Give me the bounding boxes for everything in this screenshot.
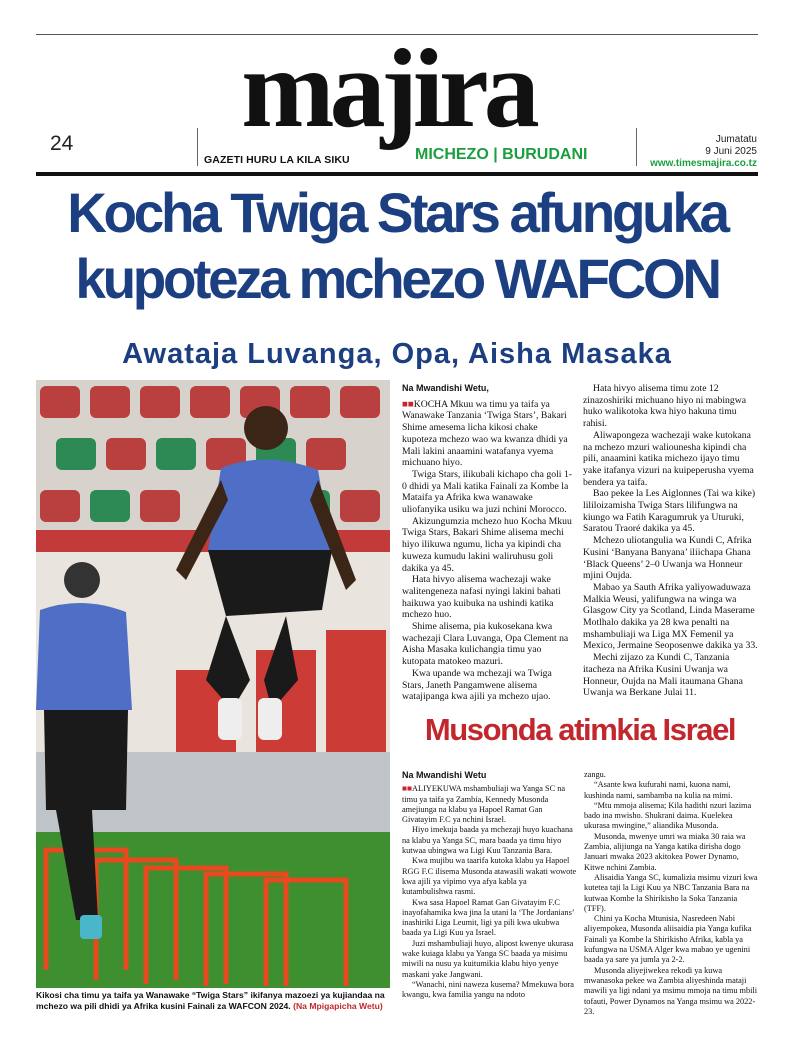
date: 9 Juni 2025 [705, 146, 757, 157]
caption-text: Kikosi cha timu ya taifa ya Wanawake “Twiga Stars” ikifanya mazoezi ya kujiandaa na mchezo wa pili dhidi ya Afrika kusini Fainali za WAFCON 2024. [36, 990, 385, 1011]
story1-byline: Na Mwandishi Wetu, [402, 383, 489, 393]
story2-paragraph: “Asante kwa kufurahi nami, kuona nami, kushinda nami, sambamba na kulia na mimi. [584, 780, 733, 800]
story2-paragraph: Kwa mujibu wa taarifa kutoka klabu ya Hapoel RGG F.C ilisema Musonda atawasili wakati wowote kwa ajili ya vipimo vya afya kabla ya kutambulishwa rasmi. [402, 856, 577, 897]
masthead-logo [228, 38, 548, 156]
page-number: 24 [50, 132, 74, 155]
main-headline [43, 180, 751, 312]
dateline [705, 134, 757, 158]
team-training-photo [36, 380, 390, 988]
story2-paragraph: Hiyo imekuja baada ya mchezaji huyo kuachana na klabu ya Yanga SC, mara baada ya timu hiyo kutwaa ubingwa wa Ligi Kuu Tanzania Bara. [402, 825, 573, 856]
photo-caption [36, 990, 394, 1012]
story2-paragraph: Kwa sasa Hapoel Ramat Gan Givatayim F.C inayofahamika kwa jina la utani la ‘The Jordanians’ inashiriki Liga Leumit, ligi ya pili kwa ukubwa baada ya Ligi Kuu ya Israel. [402, 897, 574, 938]
story2-headline: Musonda atimkia Israel [424, 712, 736, 747]
section-label: MICHEZO | BURUDANI [415, 146, 588, 163]
top-rule [36, 34, 758, 35]
headline-line-1: Kocha Twiga Stars afunguka [67, 181, 727, 244]
story1-column-2 [583, 383, 759, 699]
story1-paragraph: Akizungumzia mchezo huo Kocha Mkuu Twiga Stars, Bakari Shime alisema mechi hiyo ilikuwa ngumu, licha ya kipindi cha kuweza kumudu lakini waliruhusu goli dakika ya 45. [402, 515, 572, 574]
subheadline: Awataja Luvanga, Opa, Aisha Masaka [122, 338, 672, 370]
story2-paragraph: Musonda aliyejiwekea rekodi ya kuwa mwanasoka pekee wa Zambia aliyeshinda mataji mawili ya ligi ndani ya msimu mmoja na timu mbili tofauti, Power Dynamos na Yanga msimu wa 2022-23. [584, 965, 758, 1016]
day: Jumatatu [715, 134, 757, 145]
masthead-rule [36, 172, 758, 176]
header-divider-left [197, 128, 198, 166]
story1-paragraph: Bao pekee la Les Aiglonnes (Tai wa kike) lililoizamisha Twiga Stars lilifungwa na kiungo wa Fatih Karagumruk ya Uturuki, Saratou Traoré dakika ya 45. [583, 488, 756, 535]
story1-paragraph: Kwa upande wa mchezaji wa Twiga Stars, Janeth Pangamwene alisema watajipanga kwa ajili ya mchezo ujao. [402, 667, 552, 703]
tagline: GAZETI HURU LA KILA SIKU [204, 154, 350, 166]
logo-text: majira [241, 38, 535, 151]
story2-paragraph: Juzi mshambuliaji huyo, alipost kwenye ukurasa wake kuiaga klabu ya Yanga SC baada ya misimu miwili na nusu ya kuitumikia klabu hiyo yenye maskani yake Jangwani. [402, 938, 574, 979]
story2-paragraph: Musonda, mwenye umri wa miaka 30 raia wa Zambia, alijiunga na Yanga katika dirisha dogo Januari mwaka 2023 akitokea Power Dynamo, Kitwe nchini Zambia. [584, 831, 746, 872]
header-divider-right [636, 128, 637, 166]
website-link[interactable]: www.timesmajira.co.tz [650, 158, 757, 169]
story2-paragraph: Alisaidia Yanga SC, kumalizia msimu vizuri kwa kutetea taji la Ligi Kuu ya NBC Tanzania Bara na kutwaa Kombe la Shirikisho la Soka Tanzania (TFF). [584, 872, 758, 913]
story1-paragraph: Aliwapongeza wachezaji wake kutokana na mchezo mzuri waliounesha kipindi cha pili, anaamini katika michezo ijayo timu yake itafanya vizuri na kuipeperusha vyema bendera ya taifa. [583, 429, 754, 488]
story1-paragraph: Twiga Stars, ilikubali kichapo cha goli 1-0 dhidi ya Mali katika Fainali za Kombe la Mataifa ya Afrika kwa wanawake uliofanyika usiku wa juzi nchini Morocco. [402, 468, 572, 516]
story1-paragraph: ■■KOCHA Mkuu wa timu ya taifa ya Wanawake Tanzania ‘Twiga Stars’, Bakari Shime amesema licha kikosi chake kupoteza mchezo wao wa kwanza dhidi ya Mali lakini anaamini watafanya vyema michuano hiyo. [402, 398, 568, 469]
bullet-marker-icon: ■■ [402, 398, 414, 410]
story1-paragraph: Hata hivyo alisema timu zote 12 zinazoshiriki michuano hiyo ni mabingwa huko walikotoka kwa hiyo hakuna timu rahisi. [583, 383, 747, 430]
story2-paragraph: zangu. [584, 770, 606, 779]
story2-paragraph: ■■ALIYEKUWA mshambuliaji wa Yanga SC na timu ya taifa ya Zambia, Kennedy Musonda amejiunga na klabu ya Hapoel Ramat Gan Givatayim F.C ya nchini Israel. [402, 784, 566, 825]
story1-paragraph: Shime alisema, pia kukosekana kwa wachezaji Clara Luvanga, Opa Clement na Aisha Masaka kulichangia timu yao kutopata matokeo mazuri. [402, 621, 569, 668]
headline-line-2: kupoteza mchezo WAFCON [75, 247, 719, 310]
photo-credit: (Na Mpigapicha Wetu) [293, 1001, 383, 1011]
story2-paragraph: Chini ya Kocha Mtunisia, Nasredeen Nabi aliyempokea, Musonda aliisaidia pia Yanga kufika Fainali ya Kombe la Shirikisho Afrika, kabla ya kufungwa na USMA Alger kwa mabao ye ugenini baada ya sare ya jumla ya 2-2. [584, 914, 752, 965]
story2-column-1 [402, 770, 578, 1001]
story2-byline: Na Mwandishi Wetu [402, 770, 487, 780]
story2-paragraph: “Wanachi, nini naweza kusema? Mmekuwa bora kwangu, kwa familia yangu na ndoto [402, 979, 574, 1000]
bullet-marker-icon: ■■ [402, 784, 413, 794]
story1-paragraph: Mabao ya Sauth Afrika yaliyowaduwaza Malkia Weusi, yalifungwa na winga wa Glasgow City ya Scotland, Linda Maserame Motlhalo dakika ya 28 kwa penalti na mshambuliaji wa Liga MX Femenil ya Mexico, Jermaine Seoposenwe dakika ya 33. [583, 581, 758, 652]
story1-column-1 [402, 383, 572, 703]
story2-paragraph: “Mtu mmoja alisema; Kila hadithi nzuri lazima bado ina mwisho. Shukrani daima. Kuelekea ukurasa mwingine,” aliandika Musonda. [584, 800, 752, 831]
story1-paragraph: Mechi zijazo za Kundi C, Tanzania itacheza na Afrika Kusini Uwanja wa Honneur, Oujda na Mali itaumana Ghana Uwanja wa Berkane Julai 11. [583, 652, 743, 699]
story2-column-2 [584, 770, 760, 1017]
story1-paragraph: Mchezo uliotangulia wa Kundi C, Afrika Kusini ‘Banyana Banyana’ iliichapa Ghana ‘Black Queens’ 2–0 Uwanja wa Honneur mjini Oujda. [583, 535, 752, 582]
story1-paragraph: Hata hivyo alisema wachezaji wake walitengeneza nafasi nyingi lakini bahati haikuwa yao kuibuka na ushindi katika mchezo huo. [402, 574, 561, 621]
